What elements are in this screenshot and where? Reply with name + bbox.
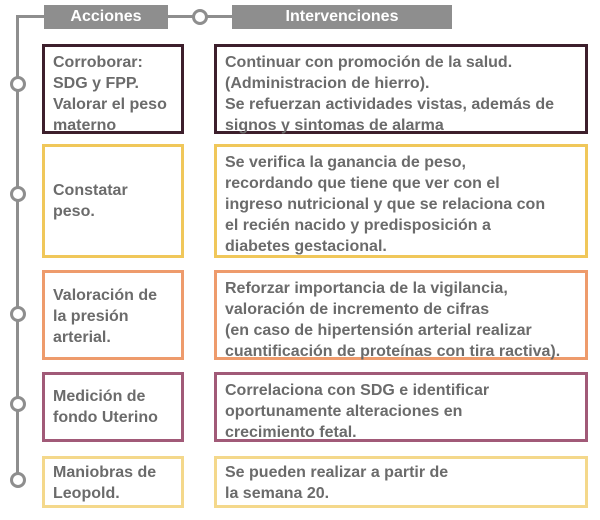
intervencion-box-1: Continuar con promoción de la salud. (Administracion de hierro). Se refuerzan actividades vistas, además de signos y sintomas de alarma <box>214 44 588 134</box>
timeline-node-3 <box>10 306 26 322</box>
intervencion-box-2: Se verifica la ganancia de peso, recordando que tiene que ver con el ingreso nutricional y que se relaciona con el recién nacido y predisposición a diabetes gestacional. <box>214 144 588 258</box>
accion-box-1: Corroborar: SDG y FPP. Valorar el peso materno <box>42 44 184 134</box>
intervenciones-header: Intervenciones <box>232 5 452 29</box>
timeline-node-5 <box>10 472 26 488</box>
accion-box-5: Maniobras de Leopold. <box>42 456 184 508</box>
accion-box-4 <box>42 372 184 442</box>
accion-box-2 <box>42 144 184 258</box>
timeline-node-2 <box>10 186 26 202</box>
accion-text-4: Medición de fondo Uterino <box>53 388 158 426</box>
intervencion-box-4: Correlaciona con SDG e identificar oportunamente alteraciones en crecimiento fetal. <box>214 372 588 442</box>
acciones-header: Acciones <box>44 5 168 29</box>
header-connector-node <box>192 9 208 25</box>
timeline-top-connector <box>16 15 44 18</box>
accion-text-2: Constatar peso. <box>53 182 128 220</box>
timeline-node-1 <box>10 76 26 92</box>
accion-box-3: Valoración de la presión arterial. <box>42 270 184 360</box>
intervencion-box-5: Se pueden realizar a partir de la semana 20. <box>214 456 588 508</box>
intervencion-box-3: Reforzar importancia de la vigilancia, valoración de incremento de cifras (en caso de hipertensión arterial realizar cuantificación de proteínas con tira ractiva). <box>214 270 588 360</box>
timeline-node-4 <box>10 396 26 412</box>
